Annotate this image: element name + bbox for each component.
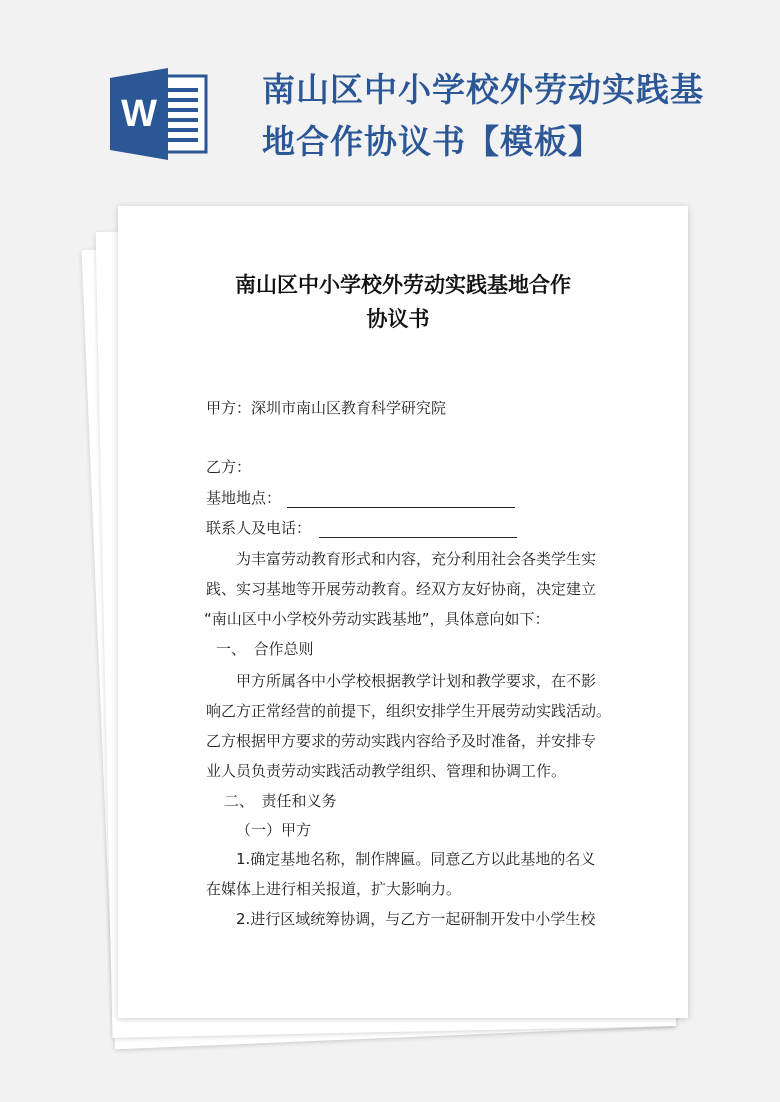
document-title xyxy=(118,268,688,336)
item-line: 在媒体上进行相关报道，扩大影响力。 xyxy=(206,880,462,898)
document-page xyxy=(118,206,688,1018)
party-b: 乙方： xyxy=(206,458,252,476)
paragraph-line: “南山区中小学校外劳动实践基地”，具体意向如下： xyxy=(204,610,550,628)
paragraph-line: 乙方根据甲方要求的劳动实践内容给予及时准备，并安排专 xyxy=(206,732,597,750)
paragraph-line: 业人员负责劳动实践活动教学组织、管理和协调工作。 xyxy=(206,762,567,780)
paragraph-line: 响乙方正常经营的前提下，组织安排学生开展劳动实践活动。 xyxy=(206,702,612,720)
party-a: 甲方：深圳市南山区教育科学研究院 xyxy=(206,399,447,417)
page-title-line2: 地合作协议书【模板】 xyxy=(262,122,602,161)
section-heading-1: 一、 合作总则 xyxy=(216,640,314,658)
word-document-icon xyxy=(110,68,208,160)
paragraph-line: 甲方所属各中小学校根据教学计划和教学要求，在不影 xyxy=(236,672,597,690)
contact-blank xyxy=(319,521,517,538)
subsection-heading: （一）甲方 xyxy=(236,821,312,839)
contact xyxy=(206,517,517,538)
item-line: 2.进行区域统筹协调，与乙方一起研制开发中小学生校 xyxy=(236,910,596,928)
page-title xyxy=(262,64,762,168)
contact-label: 联系人及电话： xyxy=(206,519,312,537)
page-title-line1: 南山区中小学校外劳动实践基 xyxy=(262,70,704,109)
item-line: 1.确定基地名称，制作牌匾。同意乙方以此基地的名义 xyxy=(236,850,596,868)
paragraph-line: 为丰富劳动教育形式和内容，充分利用社会各类学生实 xyxy=(236,550,597,568)
base-location-blank xyxy=(287,491,515,508)
paragraph-line: 践、实习基地等开展劳动教育。经双方友好协商，决定建立 xyxy=(206,580,597,598)
base-location xyxy=(206,487,515,508)
section-heading-2: 二、 责任和义务 xyxy=(224,792,337,810)
document-title-line2: 协议书 xyxy=(366,307,430,331)
base-location-label: 基地地点： xyxy=(206,489,282,507)
header xyxy=(0,0,780,200)
document-title-line1: 南山区中小学校外劳动实践基地合作 xyxy=(235,273,571,297)
svg-text:W: W xyxy=(121,93,157,135)
